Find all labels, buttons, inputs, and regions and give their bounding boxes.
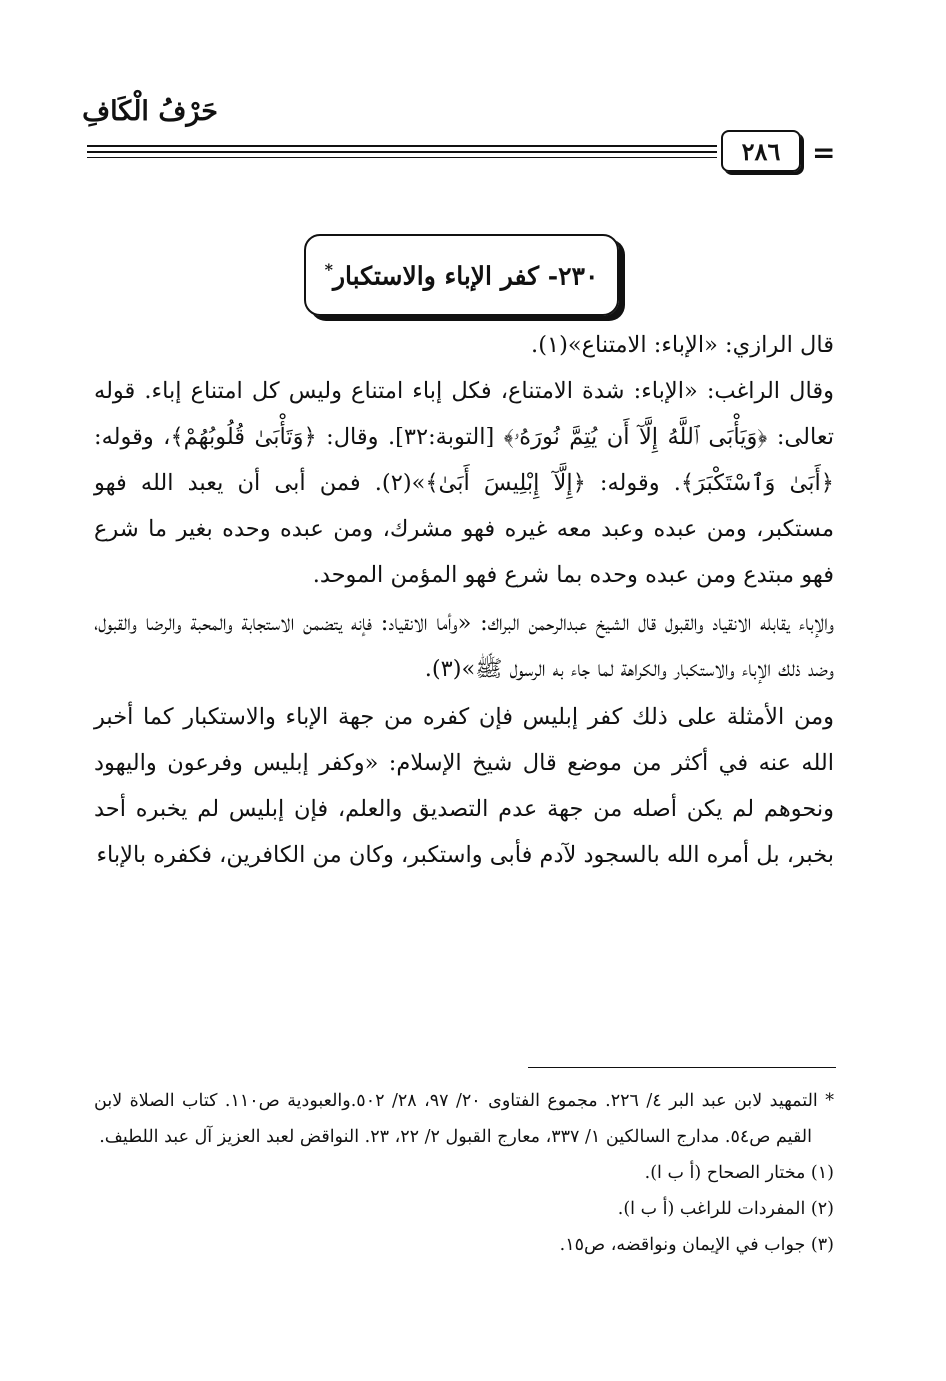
footnote-separator bbox=[528, 1067, 836, 1068]
entry-title-text: ٢٣٠- كفر الإباء والاستكبار bbox=[332, 261, 599, 291]
main-text bbox=[94, 322, 834, 878]
footnote: (١) مختار الصحاح (أ ب ا). bbox=[644, 1163, 834, 1183]
paragraph: ومن الأمثلة على ذلك كفر إبليس فإن كفره من جهة الإباء والاستكبار كما أخبر الله عنه في أكثر من موضع قال شيخ الإسلام: «وكفر إبليس وفرعون واليهود ونحوهم لم يكن أصله من جهة عدم التصديق والعلم، فإن إبليس لم يخبره أحد بخبر، بل أمره الله بالسجود لآدم فأبى واستكبر، وكان من الكافرين، فكفره بالإباء bbox=[94, 704, 834, 868]
footnote: (٣) جواب في الإيمان ونواقضه، ص١٥. bbox=[559, 1235, 834, 1255]
header-rule bbox=[87, 157, 717, 158]
paragraph: وقال الراغب: «الإباء: شدة الامتناع، فكل إباء امتناع وليس كل امتناع إباء. قوله تعالى: ﴿وَيَأْبَى ٱللَّهُ إِلَّآ أَن يُتِمَّ نُورَهُۥ﴾ [التوبة:٣٢]. وقال: ﴿وَتَأْبَىٰ قُلُوبُهُمْ﴾، وقوله: ﴿أَبَىٰ وَٱسْتَكْبَرَ﴾. وقوله: ﴿إِلَّآ إِبْلِيسَ أَبَىٰ﴾»(٢). فمن أبى أن يعبد الله فهو مستكبر، ومن عبده وعبد معه غيره فهو مشرك، ومن عبده وحده بغير ما شرع فهو مبتدع ومن عبده وحده بما شرع فهو المؤمن الموحد. bbox=[94, 378, 834, 588]
footnotes bbox=[94, 1083, 834, 1263]
footnote: (٢) المفردات للراغب (أ ب ا). bbox=[617, 1199, 834, 1219]
paragraph: والإباء يقابله الانقياد والقبول قال الشيخ عبدالرحمن البراك: «وأما الانقياد: فإنه يتضمن الاستجابة والمحبة والرضا والقبول، وضد ذلك الإباء والاستكبار والكراهة لما جاء به الرسول ﷺ»(٣). bbox=[94, 610, 834, 682]
entry-title bbox=[325, 260, 599, 290]
entry-title-mark: * bbox=[324, 259, 333, 279]
header-rule bbox=[87, 151, 717, 153]
header-ornament: = bbox=[812, 136, 836, 169]
footnote-sources: * التمهيد لابن عبد البر ٤/ ٢٢٦. مجموع الفتاوى ٢٠/ ٩٧، ٢٨/ ٥٠٢.والعبودية ص١١٠. كتاب الصلاة لابن القيم ص٥٤. مدارج السالكين ١/ ٣٣٧، معارج القبول ٢/ ٢٢، ٢٣. النواقض لعبد العزيز آل عبد اللطيف. bbox=[94, 1091, 834, 1147]
entry-title-frame bbox=[304, 234, 619, 316]
chapter-header-title: حَرْفُ الْكَافِ bbox=[82, 96, 218, 127]
page-number: ٢٨٦ bbox=[721, 130, 801, 172]
paragraph: قال الرازي: «الإباء: الامتناع»(١). bbox=[531, 332, 834, 358]
header-rule bbox=[87, 145, 717, 147]
